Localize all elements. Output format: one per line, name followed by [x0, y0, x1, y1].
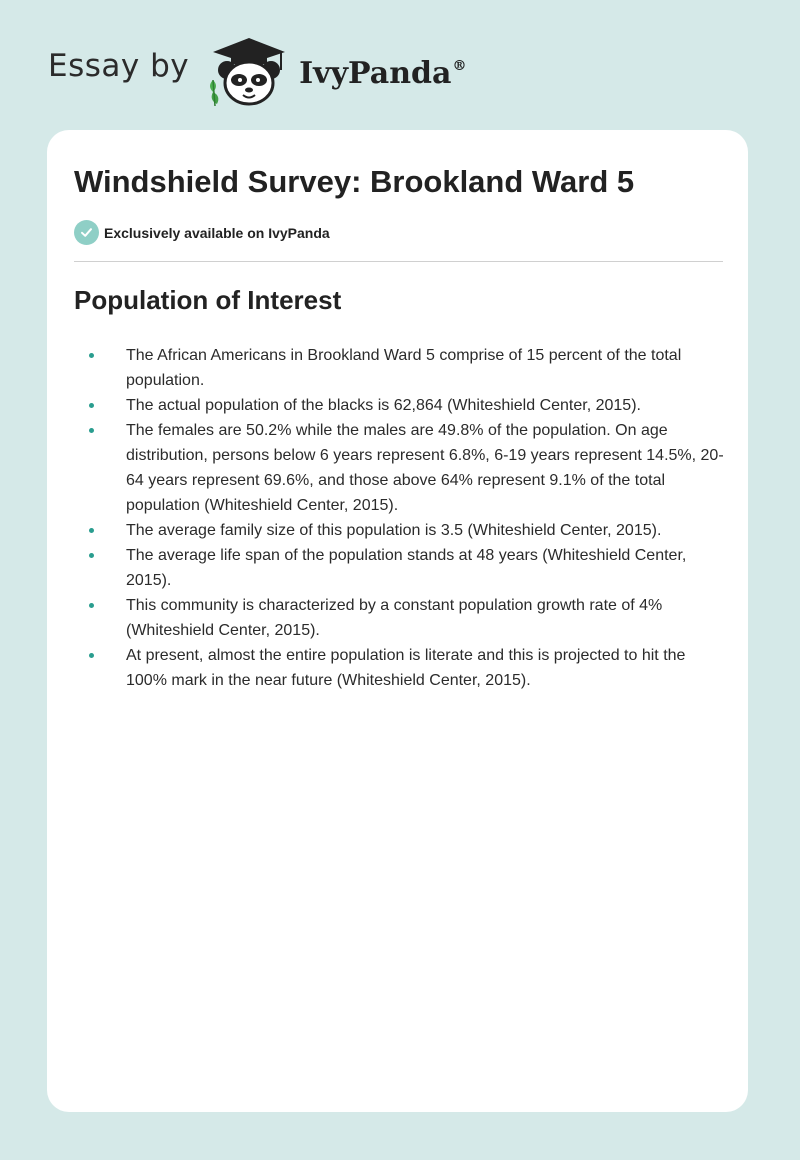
essay-by-label: Essay by	[48, 48, 190, 84]
bullet-list	[126, 343, 726, 693]
list-item: This community is characterized by a constant population growth rate of 4% (Whiteshield Center, 2015).	[126, 593, 726, 643]
list-item: The females are 50.2% while the males are 49.8% of the population. On age distribution, persons below 6 years represent 6.8%, 6-19 years represent 14.5%, 20-64 years represent 69.6%, and those above 64% represent 9.1% of the total population (Whiteshield Center, 2015).	[126, 418, 726, 518]
list-item: The average life span of the population stands at 48 years (Whiteshield Center, 2015).	[126, 543, 726, 593]
panda-graduate-icon	[203, 30, 295, 110]
page-title: Windshield Survey: Brookland Ward 5	[74, 164, 635, 199]
section-heading: Population of Interest	[74, 285, 342, 315]
divider	[74, 261, 723, 262]
list-item: The African Americans in Brookland Ward 5 comprise of 15 percent of the total population.	[126, 343, 726, 393]
brand-name: IvyPanda®	[299, 55, 467, 91]
document-card	[47, 130, 748, 1112]
site-header	[48, 30, 466, 110]
registered-mark: ®	[452, 57, 467, 74]
check-icon	[74, 220, 99, 245]
exclusive-badge	[74, 220, 330, 245]
list-item: The average family size of this population is 3.5 (Whiteshield Center, 2015).	[126, 518, 726, 543]
list-item: The actual population of the blacks is 62,864 (Whiteshield Center, 2015).	[126, 393, 726, 418]
list-item: At present, almost the entire population is literate and this is projected to hit the 100% mark in the near future (Whiteshield Center, 2015).	[126, 643, 726, 693]
badge-label: Exclusively available on IvyPanda	[104, 224, 330, 241]
